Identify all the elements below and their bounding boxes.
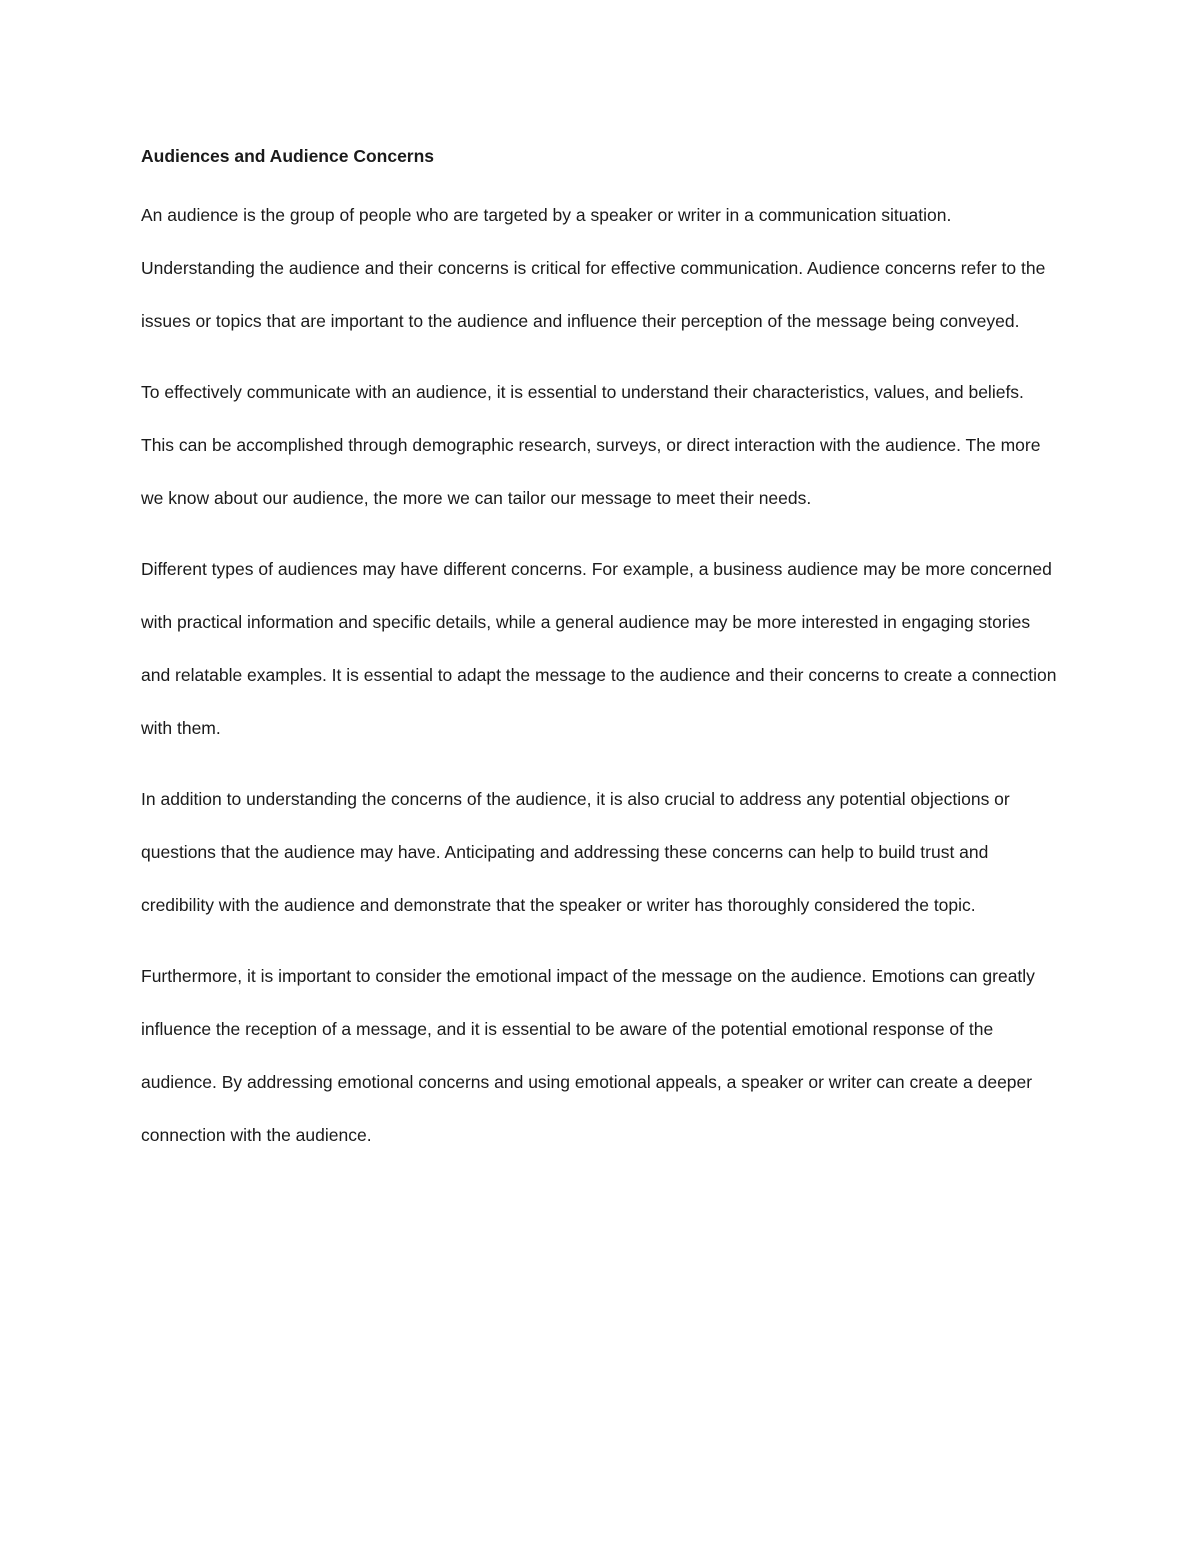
paragraph-2: To effectively communicate with an audience, it is essential to understand their characteristics, values, and beliefs. This can be accomplished through demographic research, surveys, or direct interaction with the audience. The more we know about our audience, the more we can tailor our message to meet their needs.	[141, 382, 1041, 508]
document-title: Audiences and Audience Concerns	[141, 146, 435, 166]
paragraph-3: Different types of audiences may have different concerns. For example, a business audience may be more concerned with practical information and specific details, while a general audience may be more interested in engaging stories and relatable examples. It is essential to adapt the message to the audience and their concerns to create a connection with them.	[141, 559, 1057, 738]
paragraph-4: In addition to understanding the concerns of the audience, it is also crucial to address any potential objections or questions that the audience may have. Anticipating and addressing these concerns can help to build trust and credibility with the audience and demonstrate that the speaker or writer has thoroughly considered the topic.	[141, 789, 1010, 915]
document-body	[141, 139, 1061, 1162]
paragraph-1: An audience is the group of people who are targeted by a speaker or writer in a communication situation. Understanding the audience and their concerns is critical for effective communication. Audience concerns refer to the issues or topics that are important to the audience and influence their perception of the message being conveyed.	[141, 205, 1046, 331]
paragraph-5: Furthermore, it is important to consider the emotional impact of the message on the audience. Emotions can greatly influence the reception of a message, and it is essential to be aware of the potential emotional response of the audience. By addressing emotional concerns and using emotional appeals, a speaker or writer can create a deeper connection with the audience.	[141, 966, 1035, 1145]
